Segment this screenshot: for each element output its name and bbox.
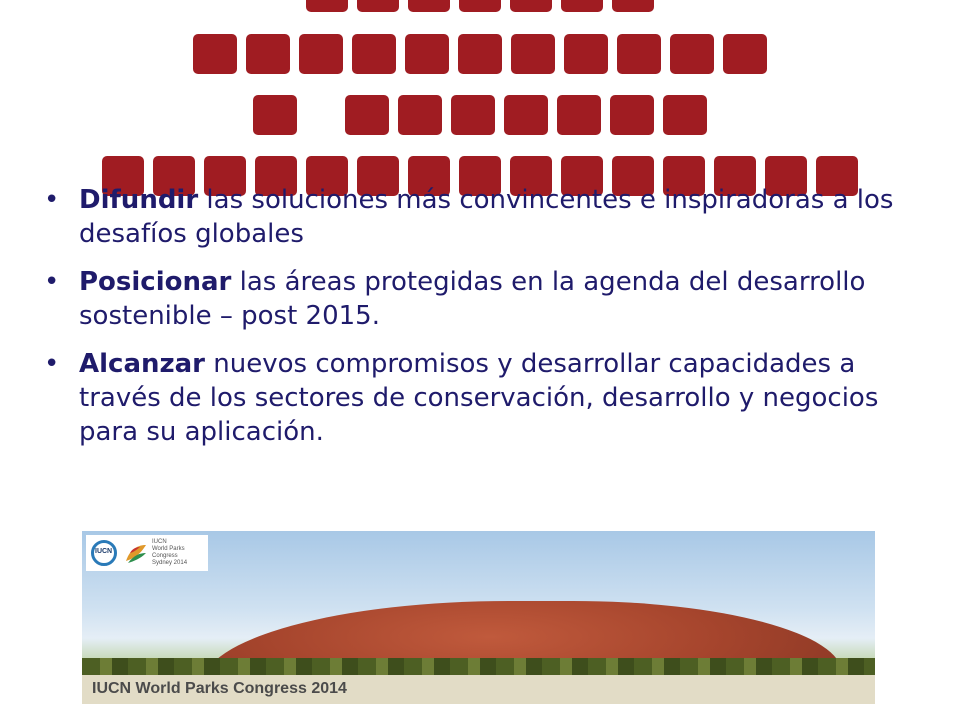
logo-line: Congress xyxy=(152,553,178,559)
bullet-bold-term: Posicionar xyxy=(79,267,232,297)
title-glyph xyxy=(352,34,396,74)
bullet-dot-icon: • xyxy=(44,349,60,379)
title-line-3 xyxy=(0,95,960,135)
bullet-bold-term: Alcanzar xyxy=(79,349,206,379)
bullet-dot-icon: • xyxy=(44,267,60,297)
bullet-dot-icon: • xyxy=(44,185,60,215)
logo-line: Sydney 2014 xyxy=(152,560,188,566)
title-glyph xyxy=(511,34,555,74)
title-glyph xyxy=(510,0,552,12)
bullet-list xyxy=(44,183,924,463)
leaf-swirl-icon xyxy=(124,541,148,565)
banner-text: IUCN World Parks Congress 2014 xyxy=(92,680,347,697)
logo-line: World Parks xyxy=(152,546,185,552)
title-glyph xyxy=(557,95,601,135)
title-glyph xyxy=(663,95,707,135)
title-glyph xyxy=(458,34,502,74)
title-glyph xyxy=(246,34,290,74)
photo-banner xyxy=(82,675,875,704)
slide-title-redacted xyxy=(0,0,960,200)
title-glyph xyxy=(561,0,603,12)
title-glyph xyxy=(357,0,399,12)
title-glyph xyxy=(617,34,661,74)
bullet-text: las soluciones más convincentes e inspiradoras a los desafíos globales xyxy=(79,185,894,249)
title-glyph xyxy=(504,95,548,135)
logo-caption xyxy=(152,539,187,567)
bullet-item xyxy=(44,183,924,251)
bullet-text: nuevos compromisos y desarrollar capacidades a través de los sectores de conservación, desarrollo y negocios para su aplicación. xyxy=(79,349,879,447)
bullet-item xyxy=(44,265,924,333)
iucn-logo-text: IUCN xyxy=(95,548,113,555)
iucn-logo-icon xyxy=(91,540,117,566)
title-glyph xyxy=(405,34,449,74)
title-glyph xyxy=(345,95,389,135)
uluru-photo xyxy=(82,531,875,704)
title-glyph xyxy=(193,34,237,74)
congress-logo xyxy=(86,535,208,571)
title-glyph xyxy=(253,95,297,135)
title-space xyxy=(306,95,336,135)
title-line-1 xyxy=(0,0,960,12)
logo-line: IUCN xyxy=(152,539,167,545)
title-glyph xyxy=(306,0,348,12)
title-glyph xyxy=(299,34,343,74)
title-glyph xyxy=(398,95,442,135)
title-glyph xyxy=(564,34,608,74)
title-glyph xyxy=(610,95,654,135)
title-line-2 xyxy=(0,34,960,74)
bullet-item xyxy=(44,347,924,449)
title-glyph xyxy=(612,0,654,12)
title-glyph xyxy=(459,0,501,12)
title-glyph xyxy=(723,34,767,74)
bullet-bold-term: Difundir xyxy=(79,185,199,215)
bullet-text: las áreas protegidas en la agenda del desarrollo sostenible – post 2015. xyxy=(79,267,866,331)
title-glyph xyxy=(670,34,714,74)
title-glyph xyxy=(408,0,450,12)
title-glyph xyxy=(451,95,495,135)
